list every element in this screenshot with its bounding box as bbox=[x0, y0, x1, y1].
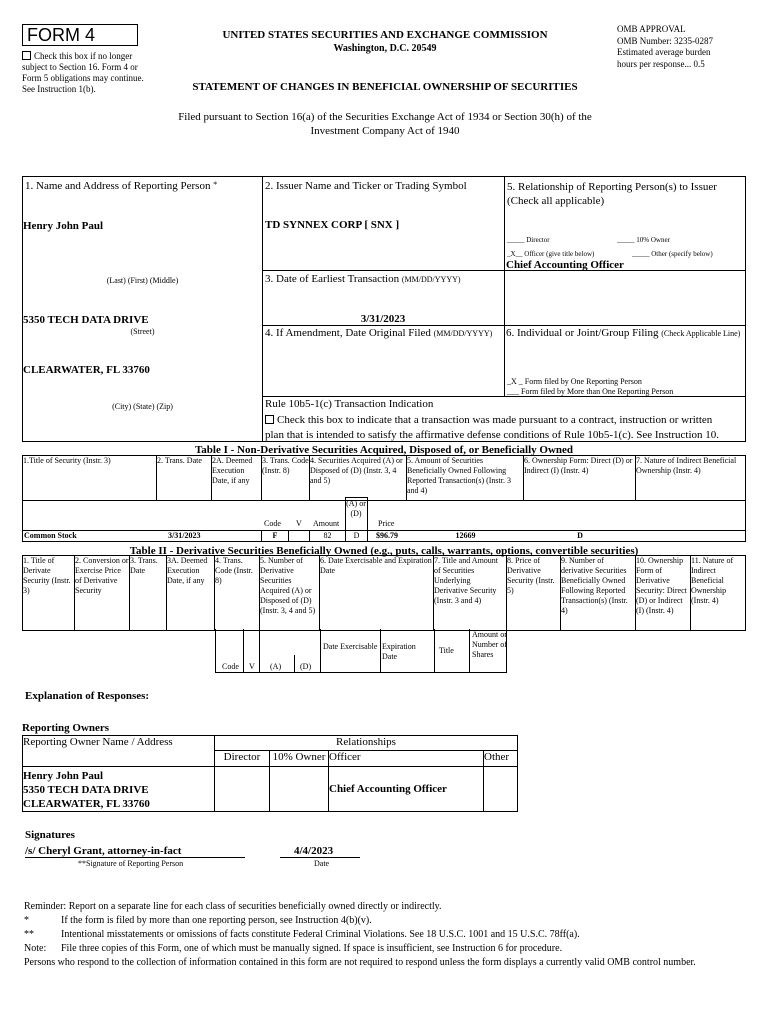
owner-name: Henry John Paul bbox=[23, 770, 104, 782]
footer-reminder: Reminder: Report on a separate line for each class of securities beneficially owned directly or indirectly. bbox=[24, 901, 442, 912]
officer-title: Chief Accounting Officer bbox=[506, 259, 624, 271]
earliest-transaction-date: 3/31/2023 bbox=[360, 313, 406, 325]
footer bbox=[24, 900, 748, 970]
rule-text bbox=[265, 413, 745, 443]
statement-title: STATEMENT OF CHANGES IN BENEFICIAL OWNERSHIP OF SECURITIES bbox=[192, 81, 578, 93]
name-parts-label: (Last) (First) (Middle) bbox=[106, 276, 179, 285]
t2-h3: 3. Trans. Date bbox=[130, 556, 167, 631]
table2-title: Table II - Derivative Securities Beneficially Owned (e.g., puts, calls, warrants, options, convertible securities) bbox=[129, 545, 639, 557]
t2-h4: 4. Trans. Code (Instr. 8) bbox=[215, 556, 260, 631]
footer-persons: Persons who respond to the collection of information contained in this form are not required to respond unless the form displays a currently valid OMB control number. bbox=[24, 957, 696, 968]
box4-label-text: 4. If Amendment, Date Original Filed bbox=[265, 327, 431, 339]
owner-row-officer: Chief Accounting Officer bbox=[329, 767, 484, 812]
rule-text-line2: plan that is intended to satisfy the affirmative defense conditions of Rule 10b5-1(c). See Instruction 10. bbox=[265, 429, 720, 441]
signature-date-label: Date bbox=[314, 859, 330, 868]
footer-star2: Intentional misstatements or omissions of facts constitute Federal Criminal Violations. See 18 U.S.C. 1001 and 15 U.S.C. 78ff(a). bbox=[61, 929, 580, 940]
box5-label-line1: 5. Relationship of Reporting Person(s) to Issuer bbox=[507, 181, 717, 193]
no-longer-subject-text: Check this box if no longer subject to Section 16. Form 4 or Form 5 obligations may continue. See Instruction 1(b). bbox=[22, 51, 144, 94]
box4-label-small: (MM/DD/YYYY) bbox=[433, 329, 493, 338]
filing-option-one: _X _ Form filed by One Reporting Person bbox=[507, 377, 642, 386]
box4-label bbox=[265, 327, 492, 339]
relationship-director: _____ Director bbox=[507, 236, 550, 244]
t1-h2: 2. Trans. Date bbox=[157, 456, 212, 501]
t1-sub-amount: Amount bbox=[313, 519, 340, 528]
box2-label: 2. Issuer Name and Ticker or Trading Symbol bbox=[265, 180, 467, 192]
reporting-person-street: 5350 TECH DATA DRIVE bbox=[23, 314, 149, 326]
city-state-zip-label: (City) (State) (Zip) bbox=[112, 402, 173, 411]
owners-col-other: Other bbox=[484, 751, 518, 767]
filed-pursuant bbox=[100, 110, 670, 138]
owners-col-officer: Officer bbox=[329, 751, 484, 767]
owners-col-director: Director bbox=[215, 751, 270, 767]
box6-label-small: (Check Applicable Line) bbox=[661, 329, 741, 338]
relationship-ten-pct: _____ 10% Owner bbox=[617, 236, 670, 244]
t1-aod-top bbox=[345, 497, 367, 498]
form-title: FORM 4 bbox=[22, 24, 138, 46]
t1-sep-b bbox=[288, 530, 289, 541]
owners-col-relationships: Relationships bbox=[215, 736, 518, 751]
owner-row-ten bbox=[270, 767, 329, 812]
owner-row-name bbox=[23, 767, 215, 812]
t1-row-code: F bbox=[272, 531, 278, 540]
footer-note: File three copies of this Form, one of which must be manually signed. If space is insufficient, see Instruction 6 for procedure. bbox=[61, 943, 563, 954]
omb-line-3: Estimated average burden bbox=[617, 47, 711, 57]
owner-row-director bbox=[215, 767, 270, 812]
table2 bbox=[22, 555, 746, 631]
omb-line-2: OMB Number: 3235-0287 bbox=[617, 35, 713, 46]
relationship-officer: _X__ Officer (give title below) bbox=[507, 250, 595, 258]
t2-sub-date-ex: Date Exercisable bbox=[323, 642, 378, 651]
t1-row-aod: D bbox=[353, 531, 360, 540]
reporting-person-name: Henry John Paul bbox=[23, 220, 104, 232]
box1-label-text: 1. Name and Address of Reporting Person bbox=[25, 180, 211, 192]
box3-label-small: (MM/DD/YYYY) bbox=[401, 275, 461, 284]
date-line bbox=[280, 857, 360, 858]
box3-label bbox=[265, 273, 461, 285]
signature-label: **Signature of Reporting Person bbox=[78, 859, 184, 868]
t1-row-date: 3/31/2023 bbox=[168, 531, 201, 540]
owners-table bbox=[22, 735, 518, 812]
filed-line-1: Filed pursuant to Section 16(a) of the Securities Exchange Act of 1934 or Section 30(h) of the bbox=[178, 111, 592, 123]
footer-note-mark: Note: bbox=[24, 943, 47, 954]
t1-sub-price: Price bbox=[378, 519, 395, 528]
filing-option-multiple: ___ Form filed by More than One Reporting Person bbox=[507, 387, 674, 396]
footer-star1-mark: * bbox=[24, 915, 29, 926]
t2-h11: 11. Nature of Indirect Beneficial Ownership (Instr. 4) bbox=[691, 556, 746, 631]
t1-sub-aod: (A) or (D) bbox=[346, 499, 366, 518]
box5-label bbox=[507, 180, 717, 208]
table1-title: Table I - Non-Derivative Securities Acquired, Disposed of, or Beneficially Owned bbox=[194, 444, 574, 456]
divider-h3 bbox=[262, 396, 746, 397]
t1-row-title: Common Stock bbox=[24, 531, 77, 540]
box3-label-text: 3. Date of Earliest Transaction bbox=[265, 273, 400, 285]
t2-sub-sep-4 bbox=[320, 629, 321, 673]
t2-h5: 5. Number of Derivative Securities Acquired (A) or Disposed of (D) (Instr. 3, 4 and 5) bbox=[260, 556, 320, 631]
t1-h5: 5. Amount of Securities Beneficially Owned Following Reported Transaction(s) (Instr. 3 and 4) bbox=[407, 456, 524, 501]
t1-row-price: $96.79 bbox=[376, 531, 398, 540]
t1-h6: 6. Ownership Form: Direct (D) or Indirect (I) (Instr. 4) bbox=[524, 456, 636, 501]
t2-sub-amount: Amount or Number of Shares bbox=[472, 630, 507, 659]
signature-date: 4/4/2023 bbox=[294, 845, 334, 857]
owners-col-name: Reporting Owner Name / Address bbox=[23, 736, 215, 767]
signatures-heading: Signatures bbox=[25, 829, 75, 841]
signature-line bbox=[25, 857, 245, 858]
omb-approval bbox=[617, 24, 757, 70]
t1-h1: 1.Title of Security (Instr. 3) bbox=[23, 456, 157, 501]
t1-h2a: 2A. Deemed Execution Date, if any bbox=[212, 456, 262, 501]
box5-label-line2: (Check all applicable) bbox=[507, 195, 605, 207]
t1-row-bottom bbox=[22, 541, 746, 542]
t2-sub-code: Code bbox=[222, 662, 239, 671]
t1-row-owned: 12669 bbox=[455, 531, 476, 540]
t2-h9: 9. Number of derivative Securities Beneficially Owned Following Reported Transaction(s) (Instr. 4) bbox=[561, 556, 636, 631]
signature-value: /s/ Cheryl Grant, attorney-in-fact bbox=[25, 845, 182, 857]
t1-h4: 4. Securities Acquired (A) or Disposed of (D) (Instr. 3, 4 and 5) bbox=[310, 456, 407, 501]
t1-sub-code: Code bbox=[264, 519, 281, 528]
t2-h3a: 3A. Deemed Execution Date, if any bbox=[167, 556, 215, 631]
t1-sub-v: V bbox=[296, 519, 302, 528]
t2-sub-sep-6 bbox=[434, 629, 435, 673]
t2-sub-a: (A) bbox=[270, 662, 282, 671]
t1-h3: 3. Trans. Code (Instr. 8) bbox=[262, 456, 310, 501]
t1-left bbox=[22, 499, 23, 541]
owners-heading: Reporting Owners bbox=[22, 722, 110, 734]
reporting-person-city: CLEARWATER, FL 33760 bbox=[23, 364, 150, 376]
street-label: (Street) bbox=[130, 327, 155, 336]
table1 bbox=[22, 455, 746, 541]
owner-row-other bbox=[484, 767, 518, 812]
relationship-other: _____ Other (specify below) bbox=[632, 250, 713, 258]
t1-right bbox=[745, 499, 746, 541]
t2-sub-sep-3 bbox=[294, 655, 295, 673]
box6-label bbox=[506, 327, 746, 340]
owner-city: CLEARWATER, FL 33760 bbox=[23, 798, 150, 810]
rule-text-line1: Check this box to indicate that a transaction was made pursuant to a contract, instruction or written bbox=[277, 414, 713, 426]
t2-h1: 1. Title of Derivate Security (Instr. 3) bbox=[23, 556, 75, 631]
t1-row-amount: 82 bbox=[323, 531, 332, 540]
t2-sub-sep-5 bbox=[380, 629, 381, 673]
divider-v1 bbox=[262, 176, 263, 442]
t1-h7: 7. Nature of Indirect Beneficial Ownership (Instr. 4) bbox=[636, 456, 746, 501]
footer-star2-mark: ** bbox=[24, 929, 34, 940]
t2-sub-d: (D) bbox=[300, 662, 312, 671]
t2-sub-sep-7 bbox=[469, 629, 470, 673]
t2-sub-title: Title bbox=[439, 646, 454, 655]
agency-name: UNITED STATES SECURITIES AND EXCHANGE COMMISSION bbox=[222, 29, 548, 41]
rule-checkbox[interactable] bbox=[265, 415, 274, 424]
omb-line-1: OMB APPROVAL bbox=[617, 24, 686, 34]
t2-sub-sep-1 bbox=[243, 629, 244, 673]
agency-city: Washington, D.C. 20549 bbox=[333, 43, 437, 54]
issuer-name: TD SYNNEX CORP [ SNX ] bbox=[265, 219, 400, 231]
t2-h7: 7. Title and Amount of Securities Underlying Derivative Security (Instr. 3 and 4) bbox=[434, 556, 507, 631]
no-longer-subject-note bbox=[22, 51, 152, 95]
divider-h2 bbox=[262, 325, 746, 326]
explanation-heading: Explanation of Responses: bbox=[25, 690, 150, 702]
t2-h2: 2. Conversion or Exercise Price of Derivative Security bbox=[75, 556, 130, 631]
box1-label bbox=[25, 180, 217, 192]
filed-line-2: Investment Company Act of 1940 bbox=[310, 125, 460, 137]
divider-h1 bbox=[262, 270, 504, 271]
t2-sub-v: V bbox=[249, 662, 255, 671]
omb-line-4: hours per response... 0.5 bbox=[617, 58, 705, 69]
divider-v2 bbox=[504, 176, 505, 396]
box6-label-text: 6. Individual or Joint/Group Filing bbox=[506, 327, 659, 339]
t2-sub-exp: Expiration Date bbox=[382, 642, 416, 661]
t2-sub-sep-2 bbox=[259, 629, 260, 673]
no-longer-subject-checkbox[interactable] bbox=[22, 51, 31, 60]
t2-h10: 10. Ownership Form of Derivative Security: Direct (D) or Indirect (I) (Instr. 4) bbox=[636, 556, 691, 631]
t2-h6: 6. Date Exercisable and Expiration Date bbox=[320, 556, 434, 631]
owners-col-ten: 10% Owner bbox=[270, 751, 329, 767]
box1-label-suffix: * bbox=[213, 180, 218, 189]
rule-title: Rule 10b5-1(c) Transaction Indication bbox=[265, 398, 434, 410]
t2-h8: 8. Price of Derivative Security (Instr. 5) bbox=[507, 556, 561, 631]
owner-street: 5350 TECH DATA DRIVE bbox=[23, 784, 149, 796]
footer-star1: If the form is filed by more than one reporting person, see Instruction 4(b)(v). bbox=[61, 915, 372, 926]
t1-row-form: D bbox=[577, 531, 583, 540]
